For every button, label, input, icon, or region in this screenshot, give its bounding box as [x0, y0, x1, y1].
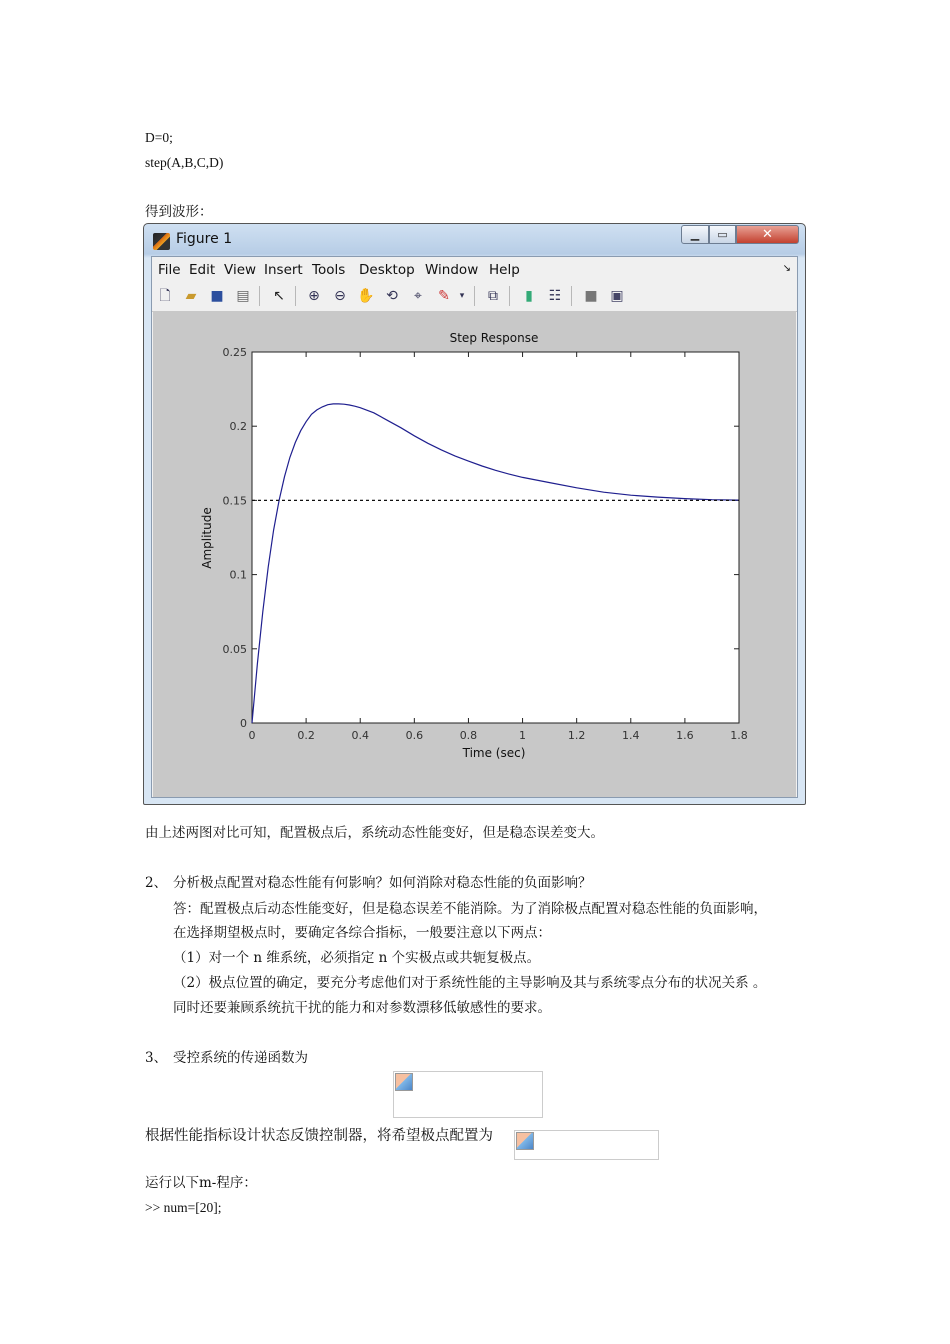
q2-question: 分析极点配置对稳态性能有何影响？如何消除对稳态性能的负面影响？	[173, 875, 592, 891]
q2-number: 2、	[145, 875, 168, 891]
step-response-chart	[153, 312, 796, 797]
figure-titlebar[interactable]	[144, 224, 805, 256]
desired-poles-image	[514, 1130, 659, 1160]
legend-icon[interactable]: ☷	[548, 288, 562, 304]
y-tick-label: 0.15	[222, 494, 247, 508]
chart-title: Step Response	[449, 331, 539, 345]
transfer-function-image	[393, 1071, 543, 1118]
menu-window[interactable]: Window	[425, 262, 479, 278]
q2-answer-line: （2）极点位置的确定，要充分考虑他们对于系统性能的主导影响及其与系统零点分布的状况关系 。	[173, 975, 767, 991]
x-tick-label: 1.2	[567, 729, 586, 742]
figure-client-area	[151, 256, 798, 798]
y-tick-label: 0	[240, 717, 247, 730]
x-tick-label: 0	[248, 729, 256, 742]
brush-icon[interactable]: ✎	[438, 288, 450, 304]
q3-run-line: 运行以下m-程序：	[145, 1175, 257, 1191]
x-axis-label: Time (sec)	[462, 746, 526, 760]
minimize-button[interactable]: ▁	[681, 225, 709, 244]
q3-number: 3、	[145, 1050, 168, 1066]
pointer-icon[interactable]: ↖	[273, 288, 285, 304]
data-cursor-icon[interactable]: ⌖	[414, 288, 422, 304]
y-axis-label: Amplitude	[200, 507, 214, 569]
q3-design-line: 根据性能指标设计状态反馈控制器，将希望极点配置为	[145, 1128, 493, 1144]
q2-answer-line: 在选择期望极点时，要确定各综合指标，一般要注意以下两点：	[173, 925, 551, 941]
q3-code-line: >> num=[20];	[145, 1200, 222, 1215]
figure-menubar	[152, 257, 797, 281]
x-tick-label: 1	[519, 729, 527, 742]
paragraph-compare: 由上述两图对比可知，配置极点后，系统动态性能变好，但是稳态误差变大。	[145, 825, 604, 841]
figure-title: Figure 1	[176, 231, 233, 247]
q2-answer-line: （1）对一个 n 维系统，必须指定 n 个实极点或共轭复极点。	[173, 950, 541, 966]
caption-waveform: 得到波形：	[145, 204, 213, 220]
code-line-step: step(A,B,C,D)	[145, 155, 224, 170]
hide-plot-tools-icon[interactable]: ■	[584, 288, 598, 304]
pan-hand-icon[interactable]: ✋	[357, 288, 375, 304]
brush-dropdown-icon[interactable]: ▾	[459, 291, 465, 301]
colorbar-icon[interactable]: ▮	[525, 288, 533, 304]
y-tick-label: 0.05	[222, 642, 247, 656]
plot-canvas	[153, 312, 796, 797]
toolbar-separator	[571, 286, 572, 306]
menu-edit[interactable]: Edit	[189, 262, 216, 278]
save-icon[interactable]: ■	[210, 288, 224, 304]
axes-box	[252, 352, 739, 723]
x-tick-label: 1.8	[730, 729, 748, 742]
link-plot-icon[interactable]: ⧉	[488, 288, 498, 304]
x-tick-label: 1.6	[676, 729, 694, 742]
matlab-logo-icon	[153, 233, 170, 250]
toolbar-separator	[474, 286, 475, 306]
menu-tools[interactable]: Tools	[312, 262, 346, 278]
x-tick-label: 1.4	[622, 729, 640, 742]
menu-help[interactable]: Help	[489, 262, 520, 278]
print-icon[interactable]: ▤	[236, 288, 250, 304]
x-tick-label: 0.4	[351, 729, 369, 742]
zoom-out-icon[interactable]: ⊖	[334, 288, 346, 304]
y-tick-label: 0.1	[229, 568, 247, 582]
q2-answer-line: 同时还要兼顾系统抗干扰的能力和对参数漂移低敏感性的要求。	[173, 1000, 551, 1016]
close-button[interactable]: ✕	[736, 225, 799, 244]
menu-view[interactable]: View	[224, 262, 257, 278]
broken-image-icon	[516, 1132, 534, 1150]
q2-answer-line: 答：配置极点后动态性能变好，但是稳态误差不能消除。为了消除极点配置对稳态性能的负面影响，	[173, 901, 767, 917]
show-plot-tools-icon[interactable]: ▣	[610, 288, 624, 304]
open-folder-icon[interactable]: ▰	[185, 288, 197, 304]
x-tick-label: 0.8	[459, 729, 478, 742]
y-tick-label: 0.2	[229, 420, 247, 434]
x-tick-label: 0.6	[405, 729, 424, 742]
maximize-button[interactable]: ▭	[709, 225, 736, 244]
figure-toolbar	[152, 281, 797, 312]
menu-insert[interactable]: Insert	[264, 262, 303, 278]
toolbar-separator	[295, 286, 296, 306]
zoom-in-icon[interactable]: ⊕	[308, 288, 320, 304]
x-tick-label: 0.2	[297, 729, 315, 742]
y-tick-label: 0.25	[222, 346, 247, 359]
code-line-d: D=0;	[145, 130, 173, 145]
new-file-icon[interactable]: 🗋	[159, 288, 171, 304]
toolbar-separator	[509, 286, 510, 306]
figure-window	[143, 223, 806, 805]
q3-text: 受控系统的传递函数为	[173, 1050, 308, 1066]
toolbar-separator	[259, 286, 260, 306]
broken-image-icon	[395, 1073, 413, 1091]
menu-dock-arrow-icon[interactable]: ↘	[782, 263, 791, 274]
menu-file[interactable]: File	[158, 262, 181, 278]
menu-desktop[interactable]: Desktop	[359, 262, 415, 278]
rotate-3d-icon[interactable]: ⟲	[386, 288, 398, 304]
